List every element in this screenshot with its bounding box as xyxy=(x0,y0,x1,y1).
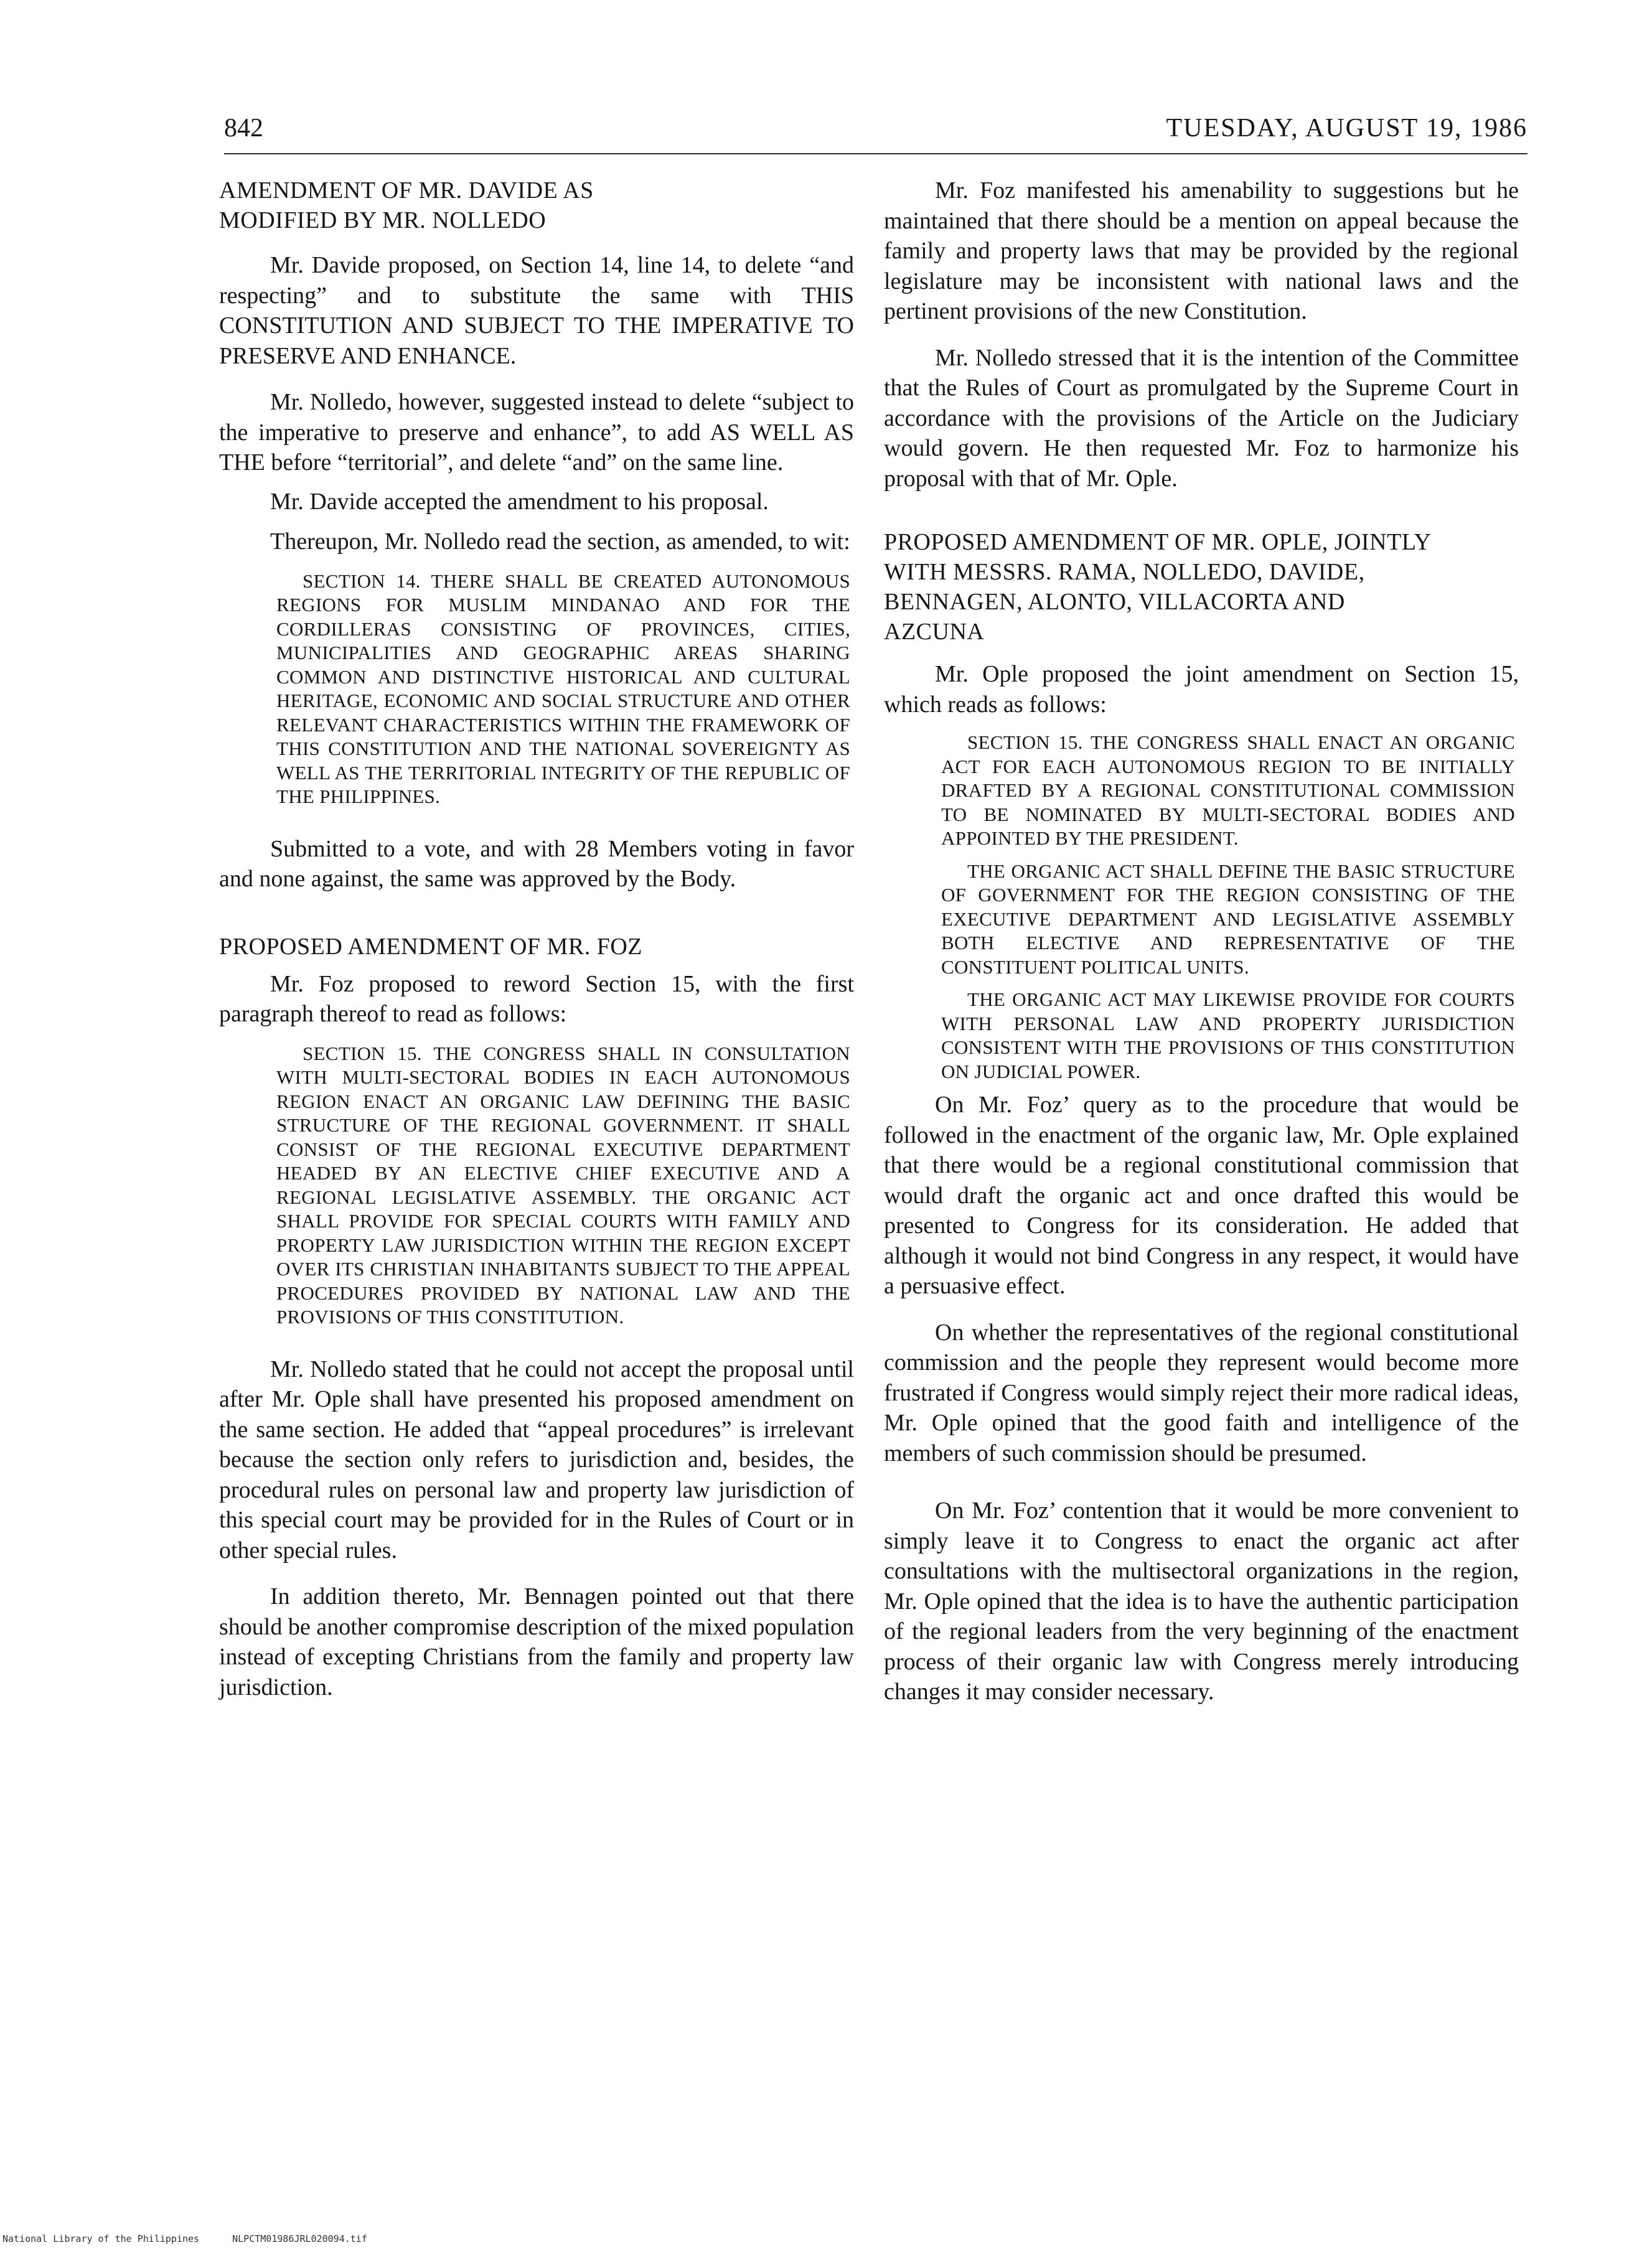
paragraph: Thereupon, Mr. Nolledo read the section, as amended, to wit: xyxy=(270,528,850,555)
scan-footer xyxy=(2,2233,395,2244)
section-heading: PROPOSED AMENDMENT OF MR. OPLE, JOINTLY WITH MESSRS. RAMA, NOLLEDO, DAVIDE, BENNAGEN, ALONTO, VILLACORTA AND AZCUNA xyxy=(884,529,1431,645)
paragraph: Mr. Nolledo stressed that it is the intention of the Committee that the Rules of Court as promulgated by the Supreme Court in accordance with the provisions of the Article on the Judiciary would govern. He then requested Mr. Foz to harmonize his proposal with that of Mr. Ople. xyxy=(884,344,1519,492)
paragraph: Mr. Davide accepted the amendment to his proposal. xyxy=(270,488,769,515)
library-name: National Library of the Philippines xyxy=(2,2233,200,2244)
paragraph: Mr. Foz manifested his amenability to suggestions but he maintained that there should be a mention on appeal because the family and property laws that may be provided by the regional legislature may be inconsistent with national laws and the pertinent provisions of the new Constitution. xyxy=(884,177,1519,324)
section-heading: AMENDMENT OF MR. DAVIDE AS MODIFIED BY MR. NOLLEDO xyxy=(219,177,594,233)
paragraph: Mr. Davide proposed, on Section 14, line 14, to delete “and respecting” and to substitute the same with THIS CONSTITUTION AND SUBJECT TO THE IMPERATIVE TO PRESERVE AND ENHANCE. xyxy=(219,252,854,369)
paragraph: Mr. Nolledo, however, suggested instead to delete “subject to the imperative to preserve and enhance”, to add AS WELL AS THE before “territorial”, and delete “and” on the same line. xyxy=(219,389,854,476)
paragraph: In addition thereto, Mr. Bennagen pointed out that there should be another compromise description of the mixed population instead of excepting Christians from the family and property law jurisdiction. xyxy=(219,1583,854,1700)
quoted-section: SECTION 15. THE CONGRESS SHALL IN CONSULTATION WITH MULTI-SECTORAL BODIES IN EACH AUTONOMOUS REGION ENACT AN ORGANIC LAW DEFINING THE BASIC STRUCTURE OF THE REGIONAL GOVERNMENT. IT SHALL CONSIST OF THE REGIONAL EXECUTIVE DEPARTMENT HEADED BY AN ELECTIVE CHIEF EXECUTIVE AND A REGIONAL LEGISLATIVE ASSEMBLY. THE ORGANIC ACT SHALL PROVIDE FOR SPECIAL COURTS WITH FAMILY AND PROPERTY LAW JURISDICTION WITHIN THE REGION EXCEPT OVER ITS CHRISTIAN INHABITANTS SUBJECT TO THE APPEAL PROCEDURES PROVIDED BY NATIONAL LAW AND THE PROVISIONS OF THIS CONSTITUTION. xyxy=(276,1042,850,1328)
paragraph: Mr. Foz proposed to reword Section 15, with the first paragraph thereof to read as follows: xyxy=(219,970,854,1027)
left-column xyxy=(219,176,854,1702)
paragraph: Mr. Nolledo stated that he could not accept the proposal until after Mr. Ople shall have presented his proposed amendment on the same section. He added that “appeal procedures” is irrelevant because the section only refers to jurisdiction and, besides, the procedural rules on personal law and property law jurisdiction of this special court may be provided for in the Rules of Court or in other special rules. xyxy=(219,1356,854,1563)
quoted-section: THE ORGANIC ACT SHALL DEFINE THE BASIC STRUCTURE OF GOVERNMENT FOR THE REGION CONSISTING OF THE EXECUTIVE DEPARTMENT AND LEGISLATIVE ASSEMBLY BOTH ELECTIVE AND REPRESENTATIVE OF THE CONSTITUENT POLITICAL UNITS. xyxy=(941,860,1515,978)
file-name: NLPCTM01986JRL020094.tif xyxy=(232,2233,367,2244)
page-number: 842 xyxy=(224,114,263,143)
paragraph: On Mr. Foz’ contention that it would be more convenient to simply leave it to Congress to enact the organic act after consultations with the multisectoral organizations in the region, Mr. Ople opined that the idea is to have the authentic participation of the regional leaders from the very beginning of the enactment process of their organic law with Congress merely introducing changes it may consider necessary. xyxy=(884,1498,1519,1705)
header-rule xyxy=(224,153,1528,154)
paragraph: On whether the representatives of the regional constitutional commission and the people they represent would become more frustrated if Congress would simply reject their more radical ideas, Mr. Ople opined that the good faith and intelligence of the members of such commission should be presumed. xyxy=(884,1319,1519,1466)
quoted-section: SECTION 14. THERE SHALL BE CREATED AUTONOMOUS REGIONS FOR MUSLIM MINDANAO AND FOR THE CORDILLERAS CONSISTING OF PROVINCES, CITIES, MUNICIPALITIES AND GEOGRAPHIC AREAS SHARING COMMON AND DISTINCTIVE HISTORICAL AND CULTURAL HERITAGE, ECONOMIC AND SOCIAL STRUCTURE AND OTHER RELEVANT CHARACTERISTICS WITHIN THE FRAMEWORK OF THIS CONSTITUTION AND THE NATIONAL SOVEREIGNTY AS WELL AS THE TERRITORIAL INTEGRITY OF THE REPUBLIC OF THE PHILIPPINES. xyxy=(276,570,850,807)
quoted-section: SECTION 15. THE CONGRESS SHALL ENACT AN ORGANIC ACT FOR EACH AUTONOMOUS REGION TO BE INITIALLY DRAFTED BY A REGIONAL CONSTITUTIONAL COMMISSION TO BE NOMINATED BY MULTI-SECTORAL BODIES AND APPOINTED BY THE PRESIDENT. xyxy=(941,731,1515,849)
paragraph: On Mr. Foz’ query as to the procedure that would be followed in the enactment of the organic law, Mr. Ople explained that there would be a regional constitutional commission that would draft the organic act and once drafted this would be presented to Congress for its consideration. He added that although it would not bind Congress in any respect, it would have a persuasive effect. xyxy=(884,1092,1519,1299)
section-heading: PROPOSED AMENDMENT OF MR. FOZ xyxy=(219,933,642,960)
quoted-section: THE ORGANIC ACT MAY LIKEWISE PROVIDE FOR COURTS WITH PERSONAL LAW AND PROPERTY JURISDICTION CONSISTENT WITH THE PROVISIONS OF THIS CONSTITUTION ON JUDICIAL POWER. xyxy=(941,988,1515,1082)
right-column xyxy=(884,176,1519,1707)
page-header xyxy=(224,110,1528,147)
paragraph: Mr. Ople proposed the joint amendment on Section 15, which reads as follows: xyxy=(884,661,1519,718)
page-date: TUESDAY, AUGUST 19, 1986 xyxy=(1166,114,1528,143)
paragraph: Submitted to a vote, and with 28 Members voting in favor and none against, the same was approved by the Body. xyxy=(219,835,854,892)
